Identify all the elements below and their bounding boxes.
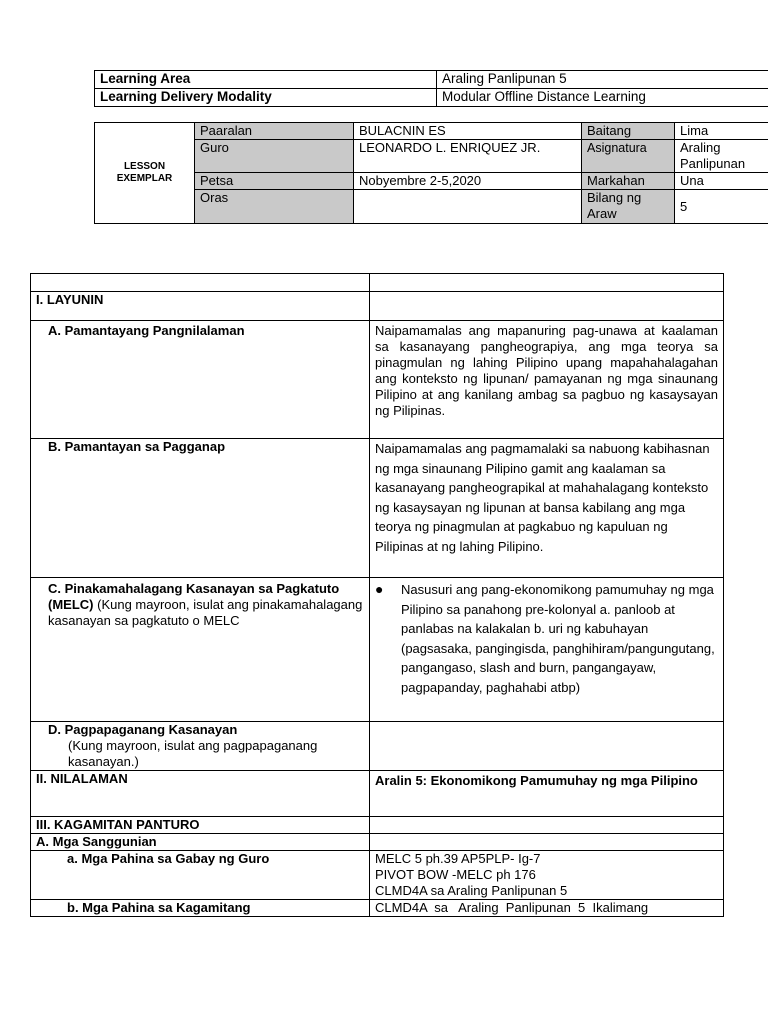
- gabay-line-3: CLMD4A sa Araling Panlipunan 5: [375, 883, 568, 898]
- modality-label: Learning Delivery Modality: [95, 89, 437, 107]
- pagpapaganang-kasanayan-label: [31, 722, 370, 771]
- kagamitang-value: CLMD4A sa Araling Panlipunan 5 Ikalimang: [370, 900, 724, 917]
- pagpapaganang-kasanayan-note: (Kung mayroon, isulat ang pagpapaganang kasanayan.): [68, 738, 318, 769]
- paaralan-label: Paaralan: [195, 123, 354, 140]
- modality-value: Modular Offline Distance Learning: [437, 89, 768, 107]
- lesson-exemplar-title: [95, 123, 195, 224]
- baitang-label: Baitang: [582, 123, 675, 140]
- gabay-line-1: MELC 5 ph.39 AP5PLP- Ig-7: [375, 851, 541, 866]
- pamantayang-pangnilalaman-value: Naipamamalas ang mapanuring pag-unawa at kaalaman sa kasanayang pangheograpiya, ang mga teorya sa pinagmulan ng lahing Pilipino upang mapahahalagahan ang konteksto ng lipunan/ pamayanan ng mga sinaunang Pilipino at ang kanilang ambag sa pagbuo ng kasaysayan ng Pilipinas.: [370, 321, 724, 439]
- kagamitan-label: III. KAGAMITAN PANTURO: [31, 817, 370, 834]
- lesson-exemplar-title-line1: LESSON: [123, 161, 166, 172]
- asignatura-label: Asignatura: [582, 140, 675, 173]
- learning-area-label: Learning Area: [95, 71, 437, 89]
- empty-header-cell-right: [370, 274, 724, 292]
- nilalaman-value: Aralin 5: Ekonomikong Pamumuhay ng mga Pilipino: [370, 771, 724, 817]
- markahan-value: Una: [675, 173, 768, 190]
- pagpapaganang-kasanayan-title: D. Pagpapaganang Kasanayan: [48, 722, 238, 737]
- oras-value: [354, 190, 582, 224]
- learning-area-table: [94, 70, 768, 107]
- petsa-label: Petsa: [195, 173, 354, 190]
- asignatura-value: Araling Panlipunan: [675, 140, 768, 173]
- guro-value: LEONARDO L. ENRIQUEZ JR.: [354, 140, 582, 173]
- melc-label: [31, 578, 370, 722]
- nilalaman-label: II. NILALAMAN: [31, 771, 370, 817]
- bilang-label: Bilang ng Araw: [582, 190, 675, 224]
- learning-area-value: Araling Panlipunan 5: [437, 71, 768, 89]
- layunin-label: I. LAYUNIN: [31, 292, 370, 321]
- pamantayan-sa-pagganap-label: B. Pamantayan sa Pagganap: [31, 439, 370, 578]
- lesson-exemplar-title-line2: EXEMPLAR: [116, 173, 173, 184]
- melc-value: [370, 578, 724, 722]
- guro-label: Guro: [195, 140, 354, 173]
- sanggunian-label: A. Mga Sanggunian: [31, 834, 370, 851]
- sanggunian-value: [370, 834, 724, 851]
- paaralan-value: BULACNIN ES: [354, 123, 582, 140]
- oras-label: Oras: [195, 190, 354, 224]
- markahan-label: Markahan: [582, 173, 675, 190]
- gabay-value: [370, 851, 724, 900]
- gabay-line-2: PIVOT BOW -MELC ph 176: [375, 867, 536, 882]
- pamantayan-sa-pagganap-value: Naipamamalas ang pagmamalaki sa nabuong kabihasnan ng mga sinaunang Pilipino gamit ang kaalaman sa kasanayang pangheograpikal at mahahalagang konteksto ng kasaysayan ng lipunan at bansa kabilang ang mga teorya ng pinagmulan at pagkabuo ng kapuluan ng Pilipinas at ng lahing Pilipino.: [370, 439, 724, 578]
- kagamitan-value: [370, 817, 724, 834]
- gabay-label: a. Mga Pahina sa Gabay ng Guro: [31, 851, 370, 900]
- bullet-dot-icon: ●: [375, 581, 384, 597]
- lesson-plan-table: [30, 273, 724, 917]
- petsa-value: Nobyembre 2-5,2020: [354, 173, 582, 190]
- pagpapaganang-kasanayan-value: [370, 722, 724, 771]
- layunin-value: [370, 292, 724, 321]
- pamantayang-pangnilalaman-label: A. Pamantayang Pangnilalaman: [31, 321, 370, 439]
- kagamitang-label: b. Mga Pahina sa Kagamitang: [31, 900, 370, 917]
- melc-value-text: Nasusuri ang pang-ekonomikong pamumuhay ng mga Pilipino sa panahong pre-kolonyal a. panloob at panlabas na kalakalan b. uri ng kabuhayan (pagsasaka, pangingisda, panghihiram/pangungutang, pangangaso, slash and burn, pangangayaw, pagpapanday, paghahabi atbp): [401, 582, 715, 695]
- bilang-value: 5: [675, 190, 768, 224]
- melc-label-normal: (Kung mayroon, isulat ang pinakamahalagang kasanayan sa pagkatuto o MELC: [48, 597, 363, 628]
- lesson-exemplar-table: [94, 122, 768, 224]
- melc-label-bold: C. Pinakamahalagang Kasanayan sa Pagkatuto (MELC): [48, 581, 340, 612]
- empty-header-cell-left: [31, 274, 370, 292]
- baitang-value: Lima: [675, 123, 768, 140]
